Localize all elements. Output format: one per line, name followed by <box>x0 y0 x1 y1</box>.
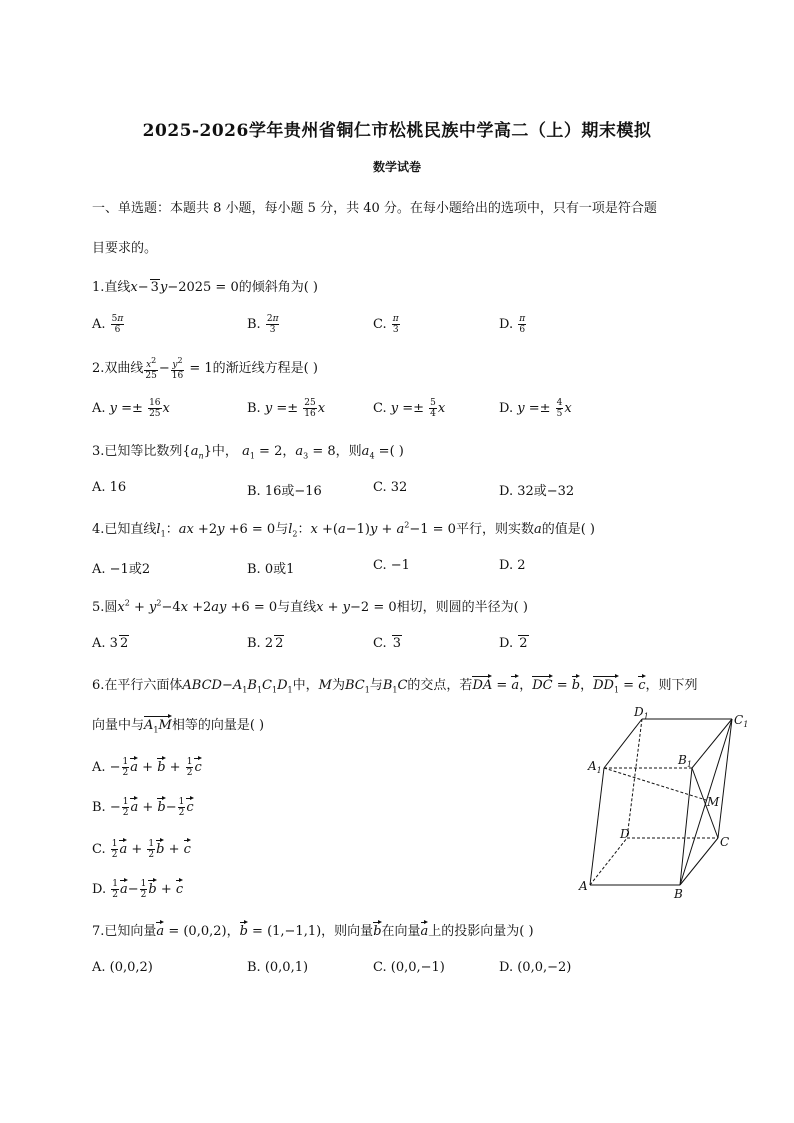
section-instructions-line2: 目要求的。 <box>92 241 158 256</box>
question-4: 4.已知直线$l_1$：ax +2y +6 = 0与$l_2$：$x +(a-1)y + a^2-1 = 0$平行，则实数a的值是( ) <box>92 520 595 539</box>
question-7: 7.已知向量a = (0,0,2)，b = (1,−1,1)，则向量b在向量a上的投影向量为( ) <box>92 920 534 939</box>
q2-option-d[interactable]: D. y =± $\frac{4}{5}$ x <box>499 398 572 419</box>
label-d: D <box>620 827 630 841</box>
q2-option-c[interactable]: C. y =± $\frac{5}{4}$ x <box>373 398 446 419</box>
question-3: 3.已知等比数列$\{a_n\}$中， $a_1 = 2$，$a_3 = 8$，则$a_4$ =( ) <box>92 444 404 461</box>
q3-option-b[interactable]: B. 16或−16 <box>247 484 322 499</box>
q7-option-a[interactable]: A. (0,0,2) <box>92 960 153 975</box>
q2-option-a[interactable]: A. y =± $\frac{16}{25}$ x <box>92 398 170 419</box>
page-title: 2025-2026学年贵州省铜仁市松桃民族中学高二（上）期末模拟 <box>142 121 652 141</box>
q6-option-b[interactable]: B. − $\frac{1}{2}$ a + b− $\frac{1}{2}$ c <box>92 797 194 818</box>
question-2: 2.双曲线 $\frac{x2}{25}$ − $\frac{y2}{16}$ = 1的渐近线方程是( ) <box>92 356 318 381</box>
q5-option-a[interactable]: A. 3 2 <box>92 636 129 651</box>
label-b: B <box>674 887 683 901</box>
section-instructions-line1: 一、单选题：本题共 8 小题，每小题 5 分，共 40 分。在每小题给出的选项中，只有一项是符合题 <box>92 201 657 216</box>
q4-option-b[interactable]: B. 0或1 <box>247 562 295 577</box>
label-m: M <box>707 795 720 809</box>
q5-option-d[interactable]: D. 2 <box>499 636 528 651</box>
q4-option-c[interactable]: C. −1 <box>373 558 410 573</box>
q7-option-c[interactable]: C. (0,0,−1) <box>373 960 445 975</box>
q7-option-d[interactable]: D. (0,0,−2) <box>499 960 572 975</box>
q1-option-b[interactable]: B. $\frac{2\pi}{3}$ <box>247 314 279 335</box>
q3-option-a[interactable]: A. 16 <box>92 480 127 495</box>
q5-option-c[interactable]: C. 3 <box>373 636 402 651</box>
label-c1: $C_1$ <box>734 713 749 729</box>
label-a1: $A_1$ <box>588 759 602 775</box>
q6-option-c[interactable]: C. $\frac{1}{2}$ a + $\frac{1}{2}$ b + c <box>92 839 191 860</box>
label-c: C <box>720 835 730 849</box>
q4-option-a[interactable]: A. −1或2 <box>92 562 151 577</box>
q6-option-a[interactable]: A. − $\frac{1}{2}$ a + b + $\frac{1}{2}$ c <box>92 757 202 778</box>
q1-option-c[interactable]: C. $\frac{\pi}{3}$ <box>373 314 399 335</box>
q5-option-b[interactable]: B. 2 2 <box>247 636 284 651</box>
q3-option-c[interactable]: C. 32 <box>373 480 408 495</box>
q7-option-b[interactable]: B. (0,0,1) <box>247 960 309 975</box>
label-b1: $B_1$ <box>678 753 692 769</box>
page-subtitle: 数学试卷 <box>372 160 421 174</box>
q1-option-a[interactable]: A. $\frac{5\pi}{6}$ <box>92 314 124 335</box>
q1-option-d[interactable]: D. $\frac{\pi}{6}$ <box>499 314 526 335</box>
label-a: A <box>579 879 588 893</box>
parallelepiped-figure <box>570 700 780 905</box>
q2-option-b[interactable]: B. y =± $\frac{25}{16}$ x <box>247 398 326 419</box>
question-5: 5.圆$x^2 + y^2-4x +2ay +6 = 0$与直线x + y−2 = 0相切，则圆的半径为( ) <box>92 598 528 615</box>
q6-option-d[interactable]: D. $\frac{1}{2}$ a− $\frac{1}{2}$ b + c <box>92 879 184 900</box>
label-d1: $D_1$ <box>634 705 649 721</box>
question-6-line2: 向量中与$A_1M$相等的向量是( ) <box>92 714 264 735</box>
q3-option-d[interactable]: D. 32或−32 <box>499 484 575 499</box>
q4-option-d[interactable]: D. 2 <box>499 558 526 573</box>
question-6-line1: 6.在平行六面体$ABCD-A_1B_1C_1D_1$中，M为$BC_1$与$B_1C$的交点，若DA = a，DC = b，$DD_1 = c$，则下列 <box>92 674 698 695</box>
question-1: 1.直线x− 3y−2025 = 0的倾斜角为( ) <box>92 280 318 295</box>
